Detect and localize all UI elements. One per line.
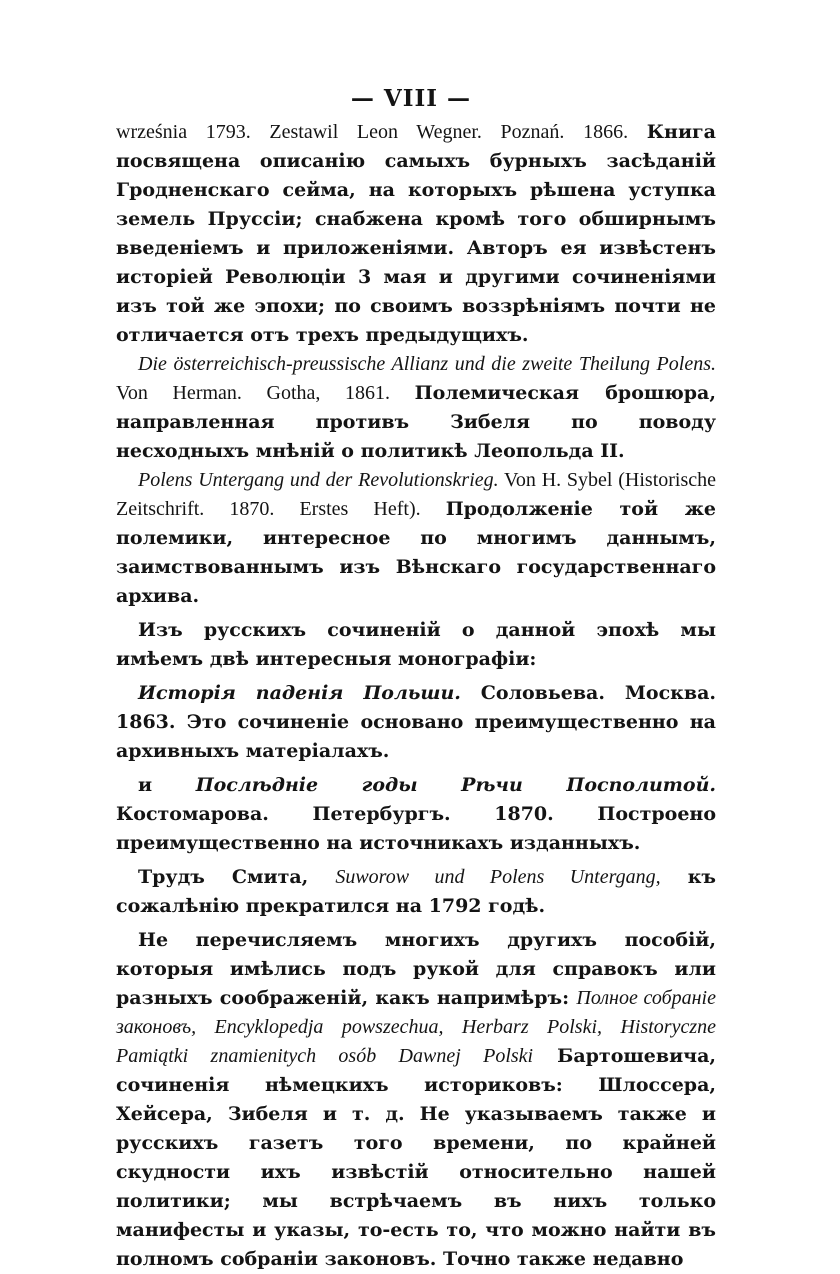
lead-smith: Трудъ Смита, bbox=[138, 866, 336, 888]
annotation-kostomarov: Костомарова. Петербургъ. 1870. Построено преимущественно на источникахъ изданныхъ. bbox=[116, 803, 716, 854]
citation-wegner: września 1793. Zestawil Leon Wegner. Poznań. 1866. bbox=[116, 121, 647, 143]
book-page bbox=[116, 84, 716, 1274]
title-herman: Die österreichisch-preussische Allianz und die zweite Theilung Polens. bbox=[138, 353, 716, 375]
annotation-solovyov: Соловьева. Москва. 1863. Это сочиненіе основано преимущественно на архивныхъ матеріалахъ. bbox=[116, 682, 716, 762]
conjunction-kostomarov: и bbox=[138, 774, 196, 796]
annotation-sybel: Продолженіе той же полемики, интересное по многимъ даннымъ, заимствованнымъ изъ Вѣнскаго государственнаго архива. bbox=[116, 498, 717, 607]
annotation-smith: къ сожалѣнію прекратился на 1792 годѣ. bbox=[116, 866, 716, 917]
paragraph-smith bbox=[116, 863, 716, 921]
paragraph-russian-works bbox=[116, 616, 716, 674]
title-smith: Suworow und Polens Untergang, bbox=[335, 866, 661, 888]
citation-sybel: Von H. Sybel (Historische Zeitschrift. 1870. Erstes Heft). bbox=[116, 469, 716, 520]
page-number: — VIII — bbox=[350, 85, 472, 112]
annotation-herman: Полемическая брошюра, направленная противъ Зибеля по поводу несходныхъ мнѣній о политикѣ Леопольда II. bbox=[116, 382, 716, 462]
paragraph-sybel bbox=[116, 466, 716, 611]
title-kostomarov: Послѣдніе годы Рѣчи Посполитой. bbox=[195, 774, 716, 796]
intro-russian-works: Изъ русскихъ сочиненій о данной эпохѣ мы имѣемъ двѣ интересныя монографіи: bbox=[116, 619, 716, 670]
title-solovyov: Исторія паденія Польши. bbox=[138, 682, 461, 704]
paragraph-other-sources bbox=[116, 926, 716, 1274]
title-sybel: Polens Untergang und der Revolutionskrieg. bbox=[138, 469, 499, 491]
paragraph-solovyov bbox=[116, 679, 716, 766]
annotation-other-sources: Бартошевича, сочиненія нѣмецкихъ историковъ: Шлоссера, Хейсера, Зибеля и т. д. Не указываемъ также и русскихъ газетъ того времени, по крайней скудности ихъ извѣстій относительно нашей политики; мы встрѣчаемъ въ нихъ только манифесты и указы, то-есть то, что можно найти въ полномъ собраніи законовъ. Точно также недавно bbox=[116, 1045, 716, 1270]
annotation-wegner: Книга посвящена описанію самыхъ бурныхъ засѣданій Гродненскаго сейма, на которыхъ рѣшена уступка земель Пруссіи; снабжена кромѣ того обширнымъ введеніемъ и приложеніями. Авторъ ея извѣстенъ исторіей Революціи 3 мая и другими сочиненіями изъ той же эпохи; по своимъ воззрѣніямъ почти не отличается отъ трехъ предыдущихъ. bbox=[116, 121, 716, 346]
lead-other-sources: Не перечисляемъ многихъ другихъ пособій, которыя имѣлись подъ рукой для справокъ или разныхъ соображеній, какъ напримѣръ: bbox=[116, 929, 716, 1009]
citation-herman: Von Herman. Gotha, 1861. bbox=[116, 382, 415, 404]
paragraph-kostomarov bbox=[116, 771, 716, 858]
paragraph-wegner bbox=[116, 118, 716, 350]
paragraph-herman bbox=[116, 350, 716, 466]
titles-other-sources: Полное собраніе законовъ, Encyklopedja powszechua, Herbarz Polski, Historyczne Pamiątki znamienitych osób Dawnej Polski bbox=[116, 987, 716, 1067]
